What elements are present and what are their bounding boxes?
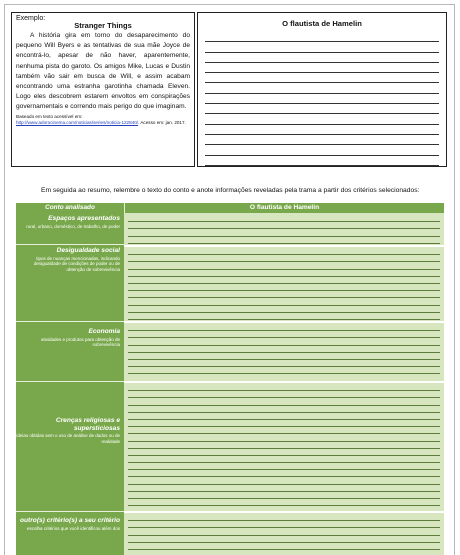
writing-line[interactable] [128,391,440,398]
example-title: Stranger Things [74,21,132,30]
writing-line[interactable] [128,470,440,477]
writing-line[interactable] [205,135,439,145]
writing-line[interactable] [128,536,440,543]
writing-line[interactable] [128,528,440,535]
writing-line[interactable] [205,63,439,73]
writing-line[interactable] [128,384,440,391]
criterion-economy [16,328,124,348]
writing-line[interactable] [205,104,439,114]
answer-lines-other[interactable] [128,514,440,555]
writing-line[interactable] [128,456,440,463]
analysis-table [16,203,444,555]
example-label: Exemplo: [16,15,46,22]
writing-line[interactable] [128,550,440,555]
writing-line[interactable] [128,298,440,305]
writing-line[interactable] [128,463,440,470]
source-label: Baseado em texto acessível em: [16,113,83,119]
answer-lines-spaces[interactable] [128,215,440,244]
writing-line[interactable] [128,442,440,449]
criterion-other [16,517,124,531]
writing-line[interactable] [128,413,440,420]
answer-lines-economy[interactable] [128,324,440,382]
writing-line[interactable] [128,499,440,506]
answer-lines-inequality[interactable] [128,248,440,320]
summary-fill-title: O flautista de Hamelin [282,19,362,28]
writing-line[interactable] [128,248,440,255]
criterion-title: Espaços apresentados [48,215,120,222]
writing-line[interactable] [205,42,439,52]
answer-divider [124,381,444,383]
criterion-description: rural, urbano, doméstico, de trabalho, de poder [26,223,120,229]
summary-fill-box [197,12,447,167]
criterion-title: Desigualdade social [56,247,120,254]
summary-writing-lines[interactable] [205,32,439,166]
criterion-title: Economia [88,328,120,335]
writing-line[interactable] [128,313,440,320]
header-tale-title: O flautista de Hamelin [124,203,444,213]
writing-line[interactable] [205,32,439,42]
source-link[interactable]: http://www.adorocinema.com/noticias/series/noticia-122840/ [16,119,139,125]
writing-line[interactable] [128,492,440,499]
writing-line[interactable] [128,427,440,434]
writing-line[interactable] [128,449,440,456]
criterion-description: escolha critérios que você identificou além dos [26,525,120,531]
writing-line[interactable] [128,270,440,277]
writing-line[interactable] [128,514,440,521]
example-box [11,12,195,167]
writing-line[interactable] [128,367,440,374]
writing-line[interactable] [128,485,440,492]
criterion-description: atividades e produtos para obtenção de sobrevivência [40,336,120,348]
writing-line[interactable] [128,434,440,441]
writing-line[interactable] [205,156,439,166]
writing-line[interactable] [128,262,440,269]
criterion-inequality [16,247,124,273]
answer-divider [124,321,444,323]
answer-lines-beliefs[interactable] [128,384,440,506]
criterion-spaces [16,215,124,229]
writing-line[interactable] [128,277,440,284]
writing-line[interactable] [205,73,439,83]
writing-line[interactable] [128,306,440,313]
row-divider [16,381,124,382]
worksheet-page [4,4,455,555]
instruction-text: Em seguida ao resumo, relembre o texto do conto e anote informações reveladas pela trama a partir dos critérios selecionados: [41,187,420,194]
writing-line[interactable] [205,53,439,63]
writing-line[interactable] [128,521,440,528]
writing-line[interactable] [128,398,440,405]
source-access: . Acesso em: jan. 2017. [138,119,186,125]
example-summary: A história gira em torno do desaparecimento do pequeno Will Byers e as tentativas de sua mãe Joyce de encontrá-lo, apesar de não haver, aparentemente, nenhuma pista do garoto. Os amigos Mike, Lucas e Dustin também vão sair em busca de Will, e assim acabam encontrando uma estranha garotinha chamada Eleven. Logo eles descobrem estarem envoltos em conspirações governamentais e correndo mais perigo do que imaginam. [16,32,190,111]
writing-line[interactable] [128,222,440,229]
row-divider [16,321,124,322]
criterion-title: outro(s) critério(s) a seu critério [19,517,120,524]
criterion-description: ideias obtidas sem o uso de análise de dados ou de realidade [16,433,120,444]
writing-line[interactable] [128,229,440,236]
header-tale-analyzed: Conto analisado [45,204,95,211]
answer-divider [124,245,444,247]
writing-line[interactable] [205,145,439,155]
answer-divider [124,511,444,513]
writing-line[interactable] [128,237,440,244]
writing-line[interactable] [128,360,440,367]
writing-line[interactable] [205,114,439,124]
writing-line[interactable] [128,543,440,550]
writing-line[interactable] [128,324,440,331]
writing-line[interactable] [128,406,440,413]
writing-line[interactable] [128,255,440,262]
writing-line[interactable] [128,331,440,338]
writing-line[interactable] [128,353,440,360]
writing-line[interactable] [128,215,440,222]
writing-line[interactable] [128,338,440,345]
writing-line[interactable] [128,477,440,484]
writing-line[interactable] [205,83,439,93]
criterion-description: tipos de nuanças mencionadas, indicando desigualdade de condições de poder ou de obtenção de sobrevivência [33,255,120,272]
writing-line[interactable] [128,291,440,298]
writing-line[interactable] [128,420,440,427]
writing-line[interactable] [128,346,440,353]
writing-line[interactable] [205,94,439,104]
example-source [16,114,190,126]
writing-line[interactable] [128,284,440,291]
writing-line[interactable] [205,125,439,135]
row-divider [16,511,124,512]
row-divider [16,244,124,245]
criterion-title: Crenças religiosas e supersticiosas [55,417,120,432]
criterion-beliefs [16,417,124,445]
